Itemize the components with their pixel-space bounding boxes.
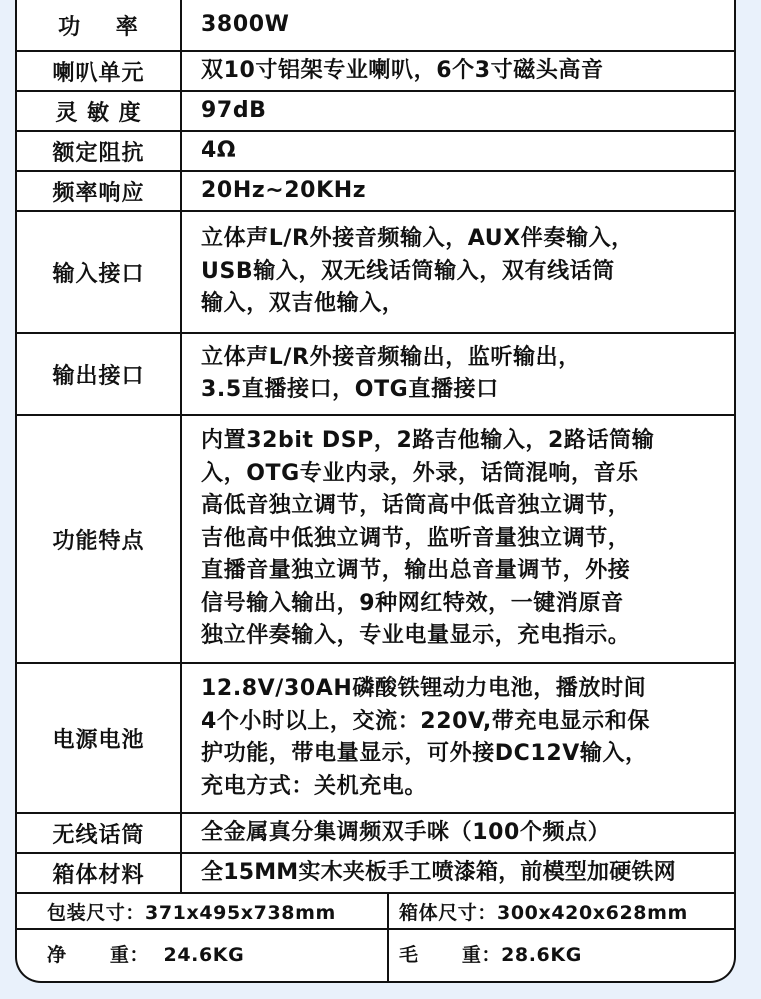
spec-value: 12.8V/30AH磷酸铁锂动力电池，播放时间 4个小时以上，交流：220V,带充电显示和保 护功能，带电量显示，可外接DC12V输入， 充电方式：关机充电。 bbox=[201, 676, 650, 799]
spec-value: 双10寸铝架专业喇叭，6个3寸磁头高音 bbox=[201, 57, 604, 83]
spec-label: 输出接口 bbox=[17, 334, 182, 414]
spec-value: 全15MM实木夹板手工喷漆箱，前模型加硬铁网 bbox=[201, 859, 676, 885]
spec-value: 立体声L/R外接音频输入，AUX伴奏输入， USB输入，双无线话筒输入，双有线话筒 输入，双吉他输入， bbox=[201, 226, 634, 317]
footer-row-weights bbox=[17, 930, 734, 976]
package-size: 包装尺寸：371x495x738mm bbox=[47, 901, 336, 924]
spec-label: 无线话筒 bbox=[17, 814, 182, 852]
spec-row-battery bbox=[17, 664, 734, 814]
footer-row-dimensions bbox=[17, 894, 734, 930]
spec-row-sensitivity bbox=[17, 92, 734, 132]
spec-label: 喇叭单元 bbox=[17, 52, 182, 90]
spec-row-power bbox=[17, 0, 734, 52]
spec-value: 3800W bbox=[201, 11, 290, 37]
spec-row-impedance bbox=[17, 132, 734, 172]
spec-value: 立体声L/R外接音频输出，监听输出， 3.5直播接口，OTG直播接口 bbox=[201, 344, 581, 402]
spec-value: 20Hz~20KHz bbox=[201, 177, 367, 203]
spec-row-input-ports bbox=[17, 212, 734, 334]
spec-label: 箱体材料 bbox=[17, 854, 182, 892]
spec-row-frequency-response bbox=[17, 172, 734, 212]
spec-row-speaker-units bbox=[17, 52, 734, 92]
spec-label: 电源电池 bbox=[17, 664, 182, 812]
spec-value: 全金属真分集调频双手咪（100个频点） bbox=[201, 819, 611, 845]
spec-label: 灵 敏 度 bbox=[17, 92, 182, 130]
spec-row-cabinet-material bbox=[17, 854, 734, 894]
spec-label: 功 率 bbox=[17, 0, 182, 50]
spec-value: 内置32bit DSP，2路吉他输入，2路话筒输 入，OTG专业内录，外录，话筒混响，音乐 高低音独立调节，话筒高中低音独立调节， 吉他高中低独立调节，监听音量独立调节， 直播音量独立调节，输出总音量调节，外接 信号输入输出，9种网红特效，一键消原音 独立伴奏输入，专业电量显示，充电指示。 bbox=[201, 428, 655, 649]
spec-row-features bbox=[17, 416, 734, 664]
spec-label: 额定阻抗 bbox=[17, 132, 182, 170]
gross-weight: 毛 重：28.6KG bbox=[399, 943, 582, 966]
spec-label: 频率响应 bbox=[17, 172, 182, 210]
spec-value: 97dB bbox=[201, 97, 267, 123]
net-weight: 净 重： 24.6KG bbox=[47, 943, 245, 966]
spec-row-wireless-mic bbox=[17, 814, 734, 854]
spec-row-output-ports bbox=[17, 334, 734, 416]
footer-divider bbox=[387, 894, 389, 983]
spec-label: 功能特点 bbox=[17, 416, 182, 662]
box-size: 箱体尺寸：300x420x628mm bbox=[399, 901, 688, 924]
spec-sheet bbox=[15, 0, 736, 983]
spec-value: 4Ω bbox=[201, 137, 237, 163]
spec-label: 输入接口 bbox=[17, 212, 182, 332]
